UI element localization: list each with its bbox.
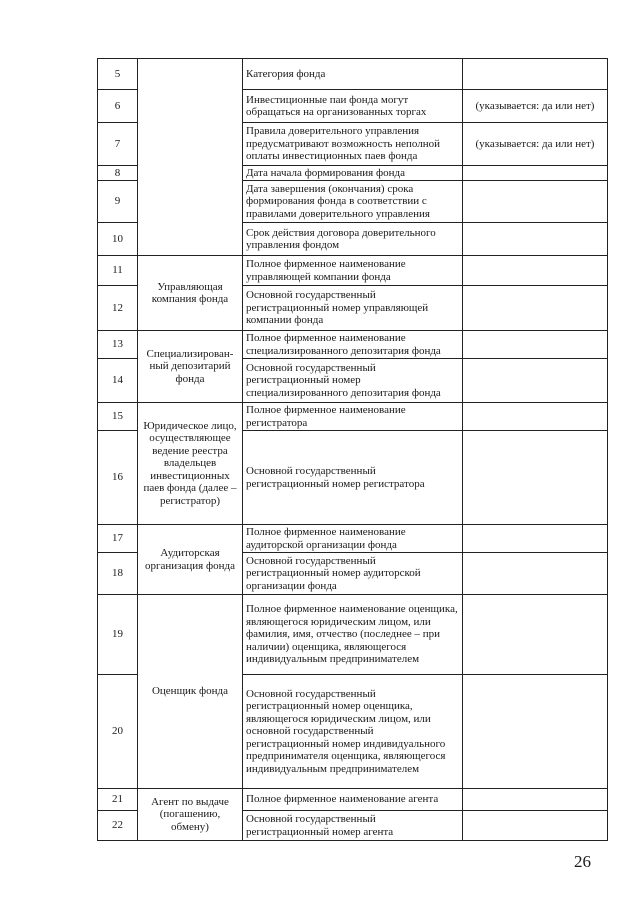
row-value xyxy=(463,789,608,811)
row-value xyxy=(463,223,608,256)
row-value xyxy=(463,553,608,595)
row-number: 17 xyxy=(98,525,138,553)
fund-info-table xyxy=(97,58,608,841)
row-number: 22 xyxy=(98,811,138,841)
group-management-company: Управляющая компания фонда xyxy=(138,256,243,331)
row-value xyxy=(463,59,608,90)
row-description: Дата завершения (окончания) срока формирования фонда в соответствии с правилами доверительного управления xyxy=(243,181,463,223)
row-value: (указывается: да или нет) xyxy=(463,90,608,123)
row-number: 19 xyxy=(98,595,138,675)
row-number: 11 xyxy=(98,256,138,286)
row-value xyxy=(463,403,608,431)
row-description: Инвестиционные паи фонда могут обращаться на организованных торгах xyxy=(243,90,463,123)
row-number: 10 xyxy=(98,223,138,256)
row-number: 13 xyxy=(98,331,138,359)
row-description: Полное фирменное наименование оценщика, являющегося юридическим лицом, или фамилия, имя, отчество (последнее – при наличии) оценщика, являющегося индивидуальным предпринимателем xyxy=(243,595,463,675)
row-value xyxy=(463,595,608,675)
row-number: 16 xyxy=(98,431,138,525)
row-description: Основной государственный регистрационный номер аудиторской организации фонда xyxy=(243,553,463,595)
row-number: 8 xyxy=(98,166,138,181)
row-description: Полное фирменное наименование регистратора xyxy=(243,403,463,431)
group-registrar: Юридическое лицо, осуществляющее ведение реестра владельцев инвестиционных паев фонда (далее – регистратор) xyxy=(138,403,243,525)
row-description: Полное фирменное наименование специализированного депозитария фонда xyxy=(243,331,463,359)
row-number: 21 xyxy=(98,789,138,811)
page-number: 26 xyxy=(574,852,591,871)
group-auditor: Аудиторская организация фонда xyxy=(138,525,243,595)
row-description: Категория фонда xyxy=(243,59,463,90)
row-value xyxy=(463,811,608,841)
row-number: 18 xyxy=(98,553,138,595)
row-value xyxy=(463,181,608,223)
row-value: (указывается: да или нет) xyxy=(463,123,608,166)
row-value xyxy=(463,675,608,789)
row-description: Основной государственный регистрационный номер специализированного депозитария фонда xyxy=(243,359,463,403)
group-fund xyxy=(138,59,243,256)
table-row xyxy=(98,789,608,811)
row-value xyxy=(463,431,608,525)
group-appraiser: Оценщик фонда xyxy=(138,595,243,789)
row-description: Основной государственный регистрационный номер агента xyxy=(243,811,463,841)
table-row xyxy=(98,403,608,431)
group-agent: Агент по выдаче (погашению, обмену) xyxy=(138,789,243,841)
row-description: Полное фирменное наименование управляющей компании фонда xyxy=(243,256,463,286)
table-row xyxy=(98,525,608,553)
row-description: Правила доверительного управления предусматривают возможность неполной оплаты инвестиционных паев фонда xyxy=(243,123,463,166)
table-row xyxy=(98,256,608,286)
row-value xyxy=(463,256,608,286)
row-number: 5 xyxy=(98,59,138,90)
row-number: 12 xyxy=(98,286,138,331)
row-value xyxy=(463,359,608,403)
row-value xyxy=(463,166,608,181)
row-description: Дата начала формирования фонда xyxy=(243,166,463,181)
row-number: 15 xyxy=(98,403,138,431)
row-number: 7 xyxy=(98,123,138,166)
row-description: Основной государственный регистрационный номер оценщика, являющегося юридическим лицом, или основной государственный регистрационный номер индивидуального предпринимателя оценщика, являющегося индивидуальным предпринимателем xyxy=(243,675,463,789)
table-row xyxy=(98,59,608,90)
row-description: Полное фирменное наименование агента xyxy=(243,789,463,811)
group-depositary: Специализирован-ный депозитарий фонда xyxy=(138,331,243,403)
table-row xyxy=(98,331,608,359)
row-value xyxy=(463,525,608,553)
table-row xyxy=(98,595,608,675)
row-number: 14 xyxy=(98,359,138,403)
row-number: 6 xyxy=(98,90,138,123)
row-description: Полное фирменное наименование аудиторской организации фонда xyxy=(243,525,463,553)
row-description: Основной государственный регистрационный номер регистратора xyxy=(243,431,463,525)
row-description: Основной государственный регистрационный номер управляющей компании фонда xyxy=(243,286,463,331)
row-number: 20 xyxy=(98,675,138,789)
row-number: 9 xyxy=(98,181,138,223)
row-value xyxy=(463,331,608,359)
row-value xyxy=(463,286,608,331)
row-description: Срок действия договора доверительного управления фондом xyxy=(243,223,463,256)
